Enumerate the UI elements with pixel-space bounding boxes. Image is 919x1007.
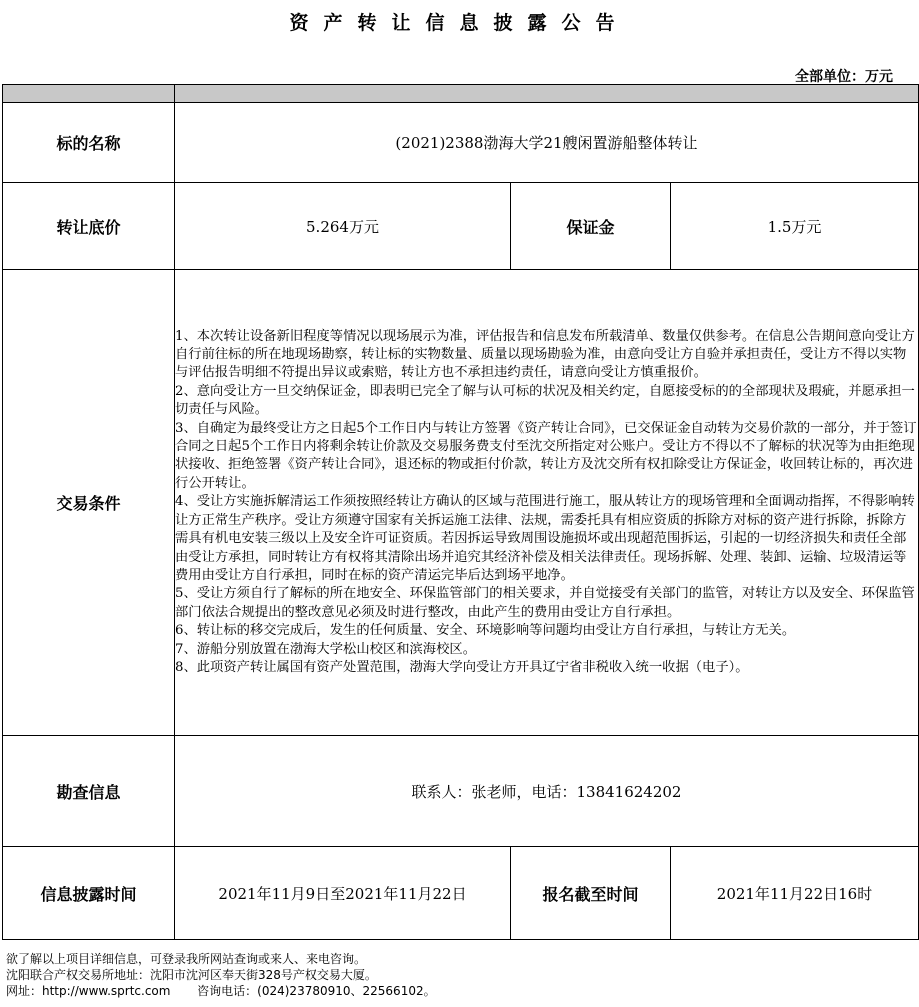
condition-item: 8、此项资产转让属国有资产处置范围，渤海大学向受让方开具辽宁省非税收入统一收据（电子）。	[175, 659, 749, 675]
footer-address: 沈阳联合产权交易所地址：沈阳市沈河区奉天街328号产权交易大厦。	[6, 968, 377, 982]
footer	[6, 951, 436, 999]
condition-item: 7、游船分别放置在渤海大学松山校区和滨海校区。	[175, 641, 476, 657]
condition-item: 4、受让方实施拆解清运工作须按照经转让方确认的区域与范围进行施工，服从转让方的现场管理和全面调动指挥，不得影响转让方正常生产秩序。受让方须遵守国家有关拆运施工法律、法规，需委托具有相应资质的拆除方对标的资产进行拆除，拆除方需具有机电安装三级以上及安全许可证资质。若因拆运导致周围设施损坏或出现超范围拆运，引起的一切经济损失和责任全部由受让方承担，同时转让方有权将其清除出场并追究其经济补偿及相关法律责任。现场拆解、处理、装卸、运输、垃圾清运等费用由受让方自行承担，同时在标的资产清运完毕后达到场平地净。	[175, 494, 915, 583]
price-label: 转让底价	[3, 183, 175, 270]
disclosure-table	[2, 84, 919, 940]
header-cell-right	[175, 85, 919, 103]
condition-item: 1、本次转让设备新旧程度等情况以现场展示为准，评估报告和信息发布所载清单、数量仅供参考。在信息公告期间意向受让方自行前往标的所在地现场勘察，转让标的实物数量、质量以现场勘验为准，由意向受让方自验并承担责任，受让方不得以实物与评估报告明细不符提出异议或索赔，转让方也不承担违约责任，请意向受让方慎重报价。	[175, 328, 915, 381]
inspection-label: 勘查信息	[3, 736, 175, 847]
unit-note: 全部单位：万元	[795, 69, 893, 85]
deposit-label: 保证金	[511, 183, 671, 270]
table-header-row	[3, 85, 919, 103]
inspection-row	[3, 736, 919, 847]
conditions-text	[175, 270, 919, 736]
condition-item: 2、意向受让方一旦交纳保证金，即表明已完全了解与认可标的状况及相关约定，自愿接受标的的全部现状及瑕疵，并愿承担一切责任与风险。	[175, 383, 915, 418]
condition-item: 3、自确定为最终受让方之日起5个工作日内与转让方签署《资产转让合同》，已交保证金自动转为交易价款的一部分，并于签订合同之日起5个工作日内将剩余转让价款及交易服务费支付至沈交所指定对公账户。受让方不得以不了解标的状况等为由拒绝现状接收、拒绝签署《资产转让合同》，退还标的物或拒付价款，转让方及沈交所有权扣除受让方保证金，收回转让标的，再次进行公开转让。	[175, 420, 917, 491]
name-label: 标的名称	[3, 103, 175, 183]
footer-contact: 网址：http://www.sprtc.com 咨询电话：(024)23780910、22566102。	[6, 984, 436, 998]
condition-item: 5、受让方须自行了解标的所在地安全、环保监管部门的相关要求，并自觉接受有关部门的监管，对转让方以及安全、环保监管部门依法合规提出的整改意见必须及时进行整改，由此产生的费用由受让方自行承担。	[175, 586, 915, 620]
deadline-label: 报名截至时间	[511, 847, 671, 940]
price-row	[3, 183, 919, 270]
disclosure-row	[3, 847, 919, 940]
disclosure-label: 信息披露时间	[3, 847, 175, 940]
inspection-value: 联系人：张老师，电话：13841624202	[175, 736, 919, 847]
footer-line: 欲了解以上项目详细信息，可登录我所网站查询或来人、来电咨询。	[6, 952, 367, 966]
conditions-row	[3, 270, 919, 736]
name-value: (2021)2388渤海大学21艘闲置游船整体转让	[175, 103, 919, 183]
disclosure-value: 2021年11月9日至2021年11月22日	[175, 847, 511, 940]
name-row	[3, 103, 919, 183]
conditions-label: 交易条件	[3, 270, 175, 736]
page-title: 资产转让信息披露公告	[289, 12, 630, 34]
price-value: 5.264万元	[175, 183, 511, 270]
header-cell-left	[3, 85, 175, 103]
deadline-value: 2021年11月22日16时	[671, 847, 919, 940]
deposit-value: 1.5万元	[671, 183, 919, 270]
condition-item: 6、转让标的移交完成后，发生的任何质量、安全、环境影响等问题均由受让方自行承担，与转让方无关。	[175, 623, 796, 639]
